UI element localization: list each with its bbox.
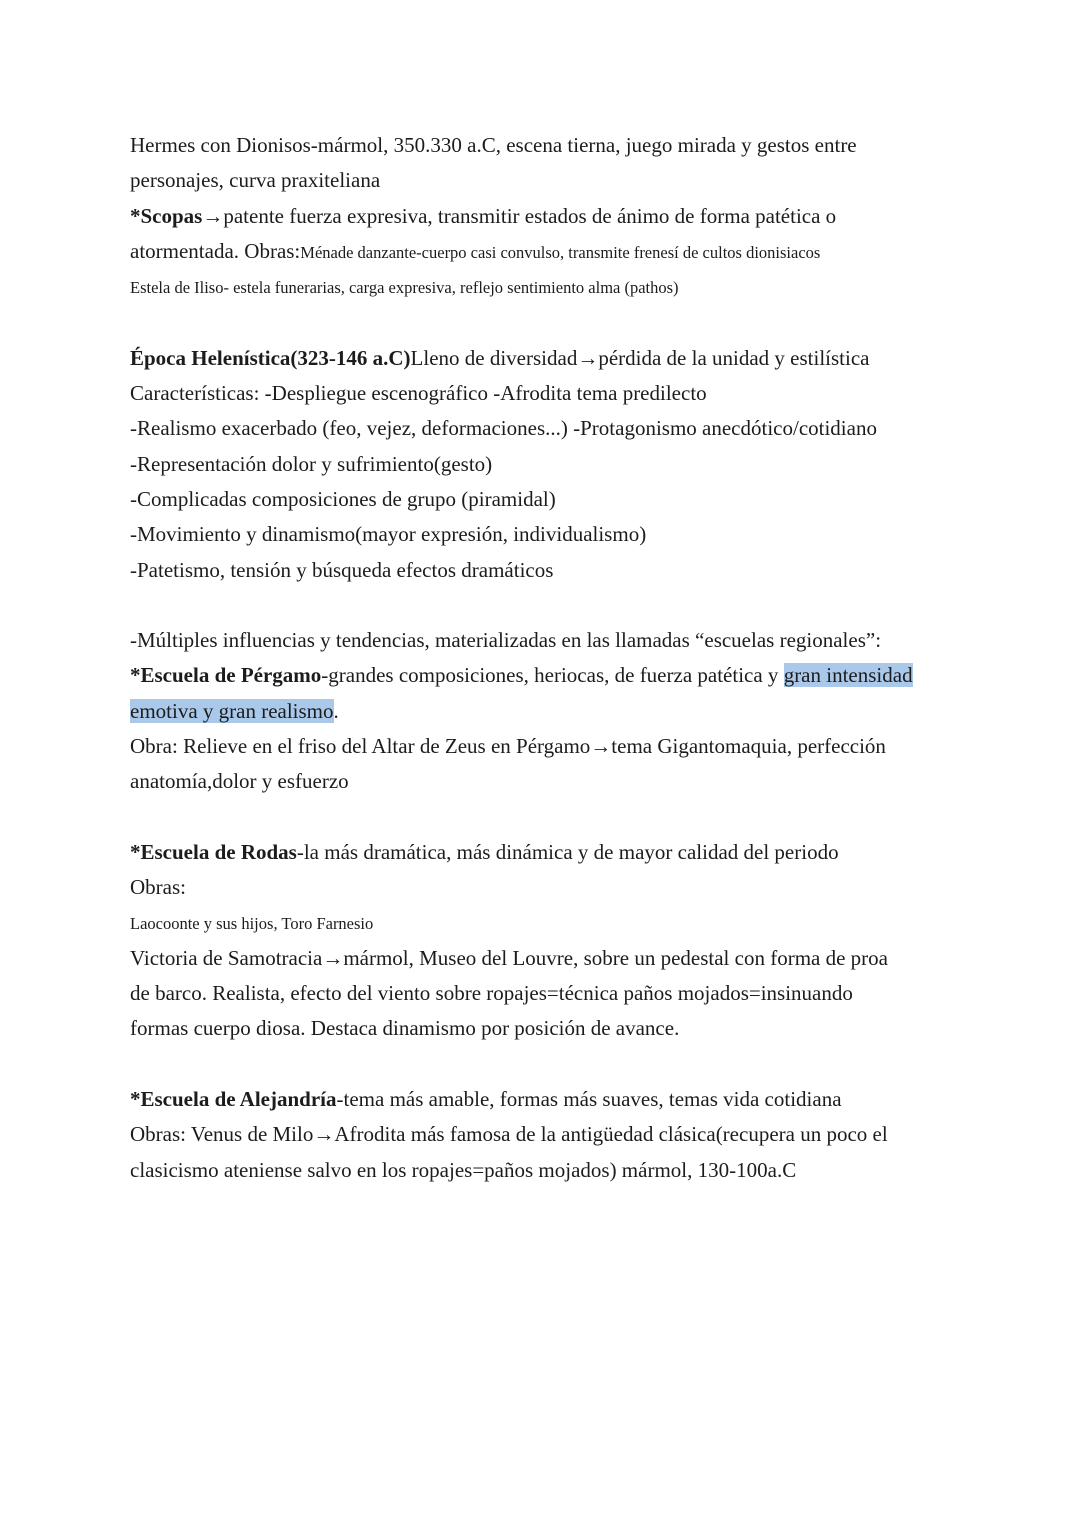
paragraph-gap [130, 1047, 950, 1082]
text-line[interactable]: -Múltiples influencias y tendencias, materializadas en las llamadas “escuelas regionales”: [130, 628, 882, 653]
paragraph-gap [130, 800, 950, 835]
document-page [130, 128, 950, 1188]
text-line[interactable]: formas cuerpo diosa. Destaca dinamismo por posición de avance. [130, 1016, 680, 1041]
text-line[interactable]: -Realismo exacerbado (feo, vejez, deformaciones...) -Protagonismo anecdótico/cotidiano [130, 416, 877, 441]
text-line[interactable]: -Movimiento y dinamismo(mayor expresión, individualismo) [130, 522, 647, 547]
text-line[interactable]: -Patetismo, tensión y búsqueda efectos dramáticos [130, 557, 554, 582]
bold-term-rodas: *Escuela de Rodas [130, 839, 297, 864]
paragraph-praxiteles-scopas [130, 128, 950, 305]
text-line[interactable]: personajes, curva praxiteliana [130, 168, 381, 193]
paragraph-gap [130, 305, 950, 340]
text-segment: . [333, 698, 339, 723]
text-line[interactable]: Victoria de Samotracia→mármol, Museo del Louvre, sobre un pedestal con forma de proa [130, 945, 888, 970]
text-line[interactable]: -Complicadas composiciones de grupo (piramidal) [130, 486, 556, 511]
text-segment: -la más dramática, más dinámica y de mayor calidad del periodo [296, 839, 839, 864]
text-selection-highlight[interactable]: emotiva y gran realismo [130, 698, 334, 723]
text-line[interactable]: Características: -Despliegue escenográfico -Afrodita tema predilecto [130, 381, 707, 406]
text-line[interactable] [130, 234, 950, 270]
section-heading-line[interactable] [130, 341, 950, 376]
text-selection-highlight[interactable]: gran intensidad [783, 663, 913, 688]
text-line[interactable] [130, 199, 950, 234]
section-heading: Época Helenística(323-146 a.C) [130, 345, 411, 370]
text-line[interactable]: Hermes con Dionisos-mármol, 350.330 a.C, escena tierna, juego mirada y gestos entre [130, 133, 857, 157]
text-segment: →patente fuerza expresiva, transmitir estados de ánimo de forma patética o [202, 203, 837, 228]
text-segment: -tema más amable, formas más suaves, temas vida cotidiana [336, 1087, 842, 1112]
text-line[interactable] [130, 694, 950, 729]
paragraph-escuela-rodas [130, 835, 950, 1047]
text-line[interactable]: Obras: Venus de Milo→Afrodita más famosa de la antigüedad clásica(recupera un poco el [130, 1122, 888, 1147]
text-segment: -grandes composiciones, heriocas, de fuerza patética y [321, 663, 784, 688]
bold-term-alejandria: *Escuela de Alejandría [130, 1087, 337, 1112]
paragraph-epoca-helenistica [130, 341, 950, 588]
text-line[interactable]: anatomía,dolor y esfuerzo [130, 769, 349, 794]
text-line[interactable]: clasicismo ateniense salvo en los ropajes=paños mojados) mármol, 130-100a.C [130, 1157, 797, 1182]
text-segment: atormentada. Obras: [130, 238, 301, 263]
paragraph-escuela-alejandria [130, 1082, 950, 1188]
text-line[interactable] [130, 1082, 950, 1117]
text-line[interactable]: Obra: Relieve en el friso del Altar de Zeus en Pérgamo→tema Gigantomaquia, perfección [130, 734, 886, 759]
paragraph-escuela-pergamo [130, 623, 950, 799]
paragraph-gap [130, 588, 950, 623]
text-line[interactable]: Obras: [130, 875, 186, 900]
text-line[interactable]: -Representación dolor y sufrimiento(gesto) [130, 451, 493, 476]
text-line[interactable]: de barco. Realista, efecto del viento sobre ropajes=técnica paños mojados=insinuando [130, 981, 853, 1006]
text-line[interactable] [130, 835, 950, 870]
text-segment: Lleno de diversidad→pérdida de la unidad y estilística [410, 345, 870, 370]
small-text-segment: Ménade danzante-cuerpo casi convulso, transmite frenesí de cultos dionisiacos [300, 242, 821, 262]
bold-term-scopas: *Scopas [130, 203, 203, 228]
small-text-line[interactable]: Estela de Iliso- estela funerarias, carga expresiva, reflejo sentimiento alma (pathos) [130, 278, 679, 298]
bold-term-pergamo: *Escuela de Pérgamo [130, 663, 322, 688]
small-text-line[interactable]: Laocoonte y sus hijos, Toro Farnesio [130, 913, 374, 933]
text-line[interactable] [130, 658, 950, 693]
